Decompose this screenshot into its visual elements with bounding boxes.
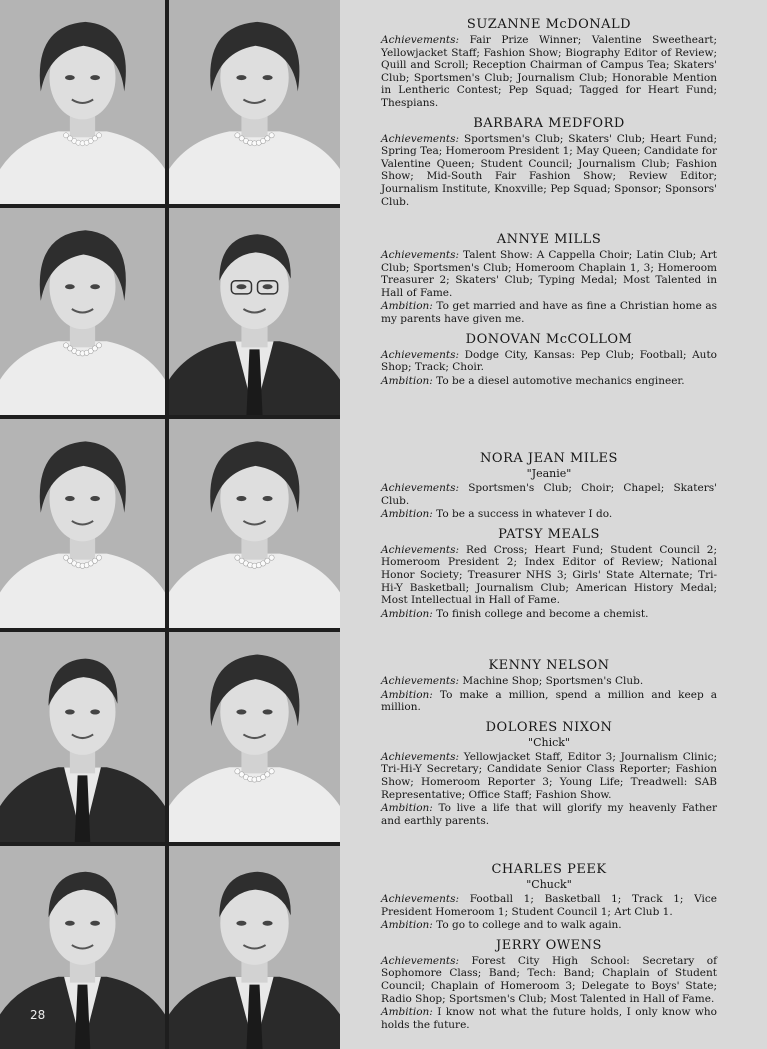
student-entry — [381, 17, 717, 110]
achievements-text: Achievements: Sportsmen's Club; Choir; Chapel; Skaters' Club. — [381, 482, 717, 507]
student-entry — [381, 720, 717, 828]
ambition-text: Ambition: To be a success in whatever I do. — [381, 508, 613, 521]
student-entry — [381, 527, 717, 621]
entry-group — [381, 451, 717, 626]
portrait-photo — [0, 632, 165, 842]
student-nickname: "Chick" — [528, 735, 570, 749]
portrait-photo — [0, 0, 165, 204]
student-name: PATSY MEALS — [498, 526, 600, 542]
ambition-text: Ambition: To make a million, spend a million and keep a million. — [381, 688, 717, 714]
student-nickname: "Jeanie" — [526, 467, 572, 480]
student-name: KENNY NELSON — [488, 658, 610, 673]
student-entry — [381, 658, 717, 714]
portrait-photo — [169, 632, 340, 842]
achievements-text: Achievements: Machine Shop; Sportsmen's Club. — [381, 675, 644, 687]
entry-group — [381, 862, 717, 1037]
achievements-text: Achievements: Yellowjacket Staff, Editor 3; Journalism Clinic; Tri-Hi-Y Secretary; Candidate Senior Class Reporter; Fashion Show; Homeroom Reporter 3; Young Life; Treadwell: SAB Representative; Office Staff; Fashion Show. — [381, 750, 717, 801]
entry-group — [381, 17, 717, 214]
student-name: ANNYE MILLS — [496, 232, 602, 247]
student-name: SUZANNE McDONALD — [466, 17, 632, 32]
ambition-text: Ambition: To be a diesel automotive mechanics engineer. — [381, 374, 685, 387]
portrait-photo — [169, 419, 340, 628]
student-nickname: "Chuck" — [526, 878, 572, 891]
student-name: DONOVAN McCOLLOM — [465, 331, 633, 347]
ambition-text: Ambition: To live a life that will glorify my heavenly Father and earthly parents. — [381, 802, 717, 827]
student-name: CHARLES PEEK — [491, 862, 607, 877]
student-entry — [381, 232, 717, 326]
page-number: 28 — [30, 1008, 46, 1022]
student-entry — [381, 451, 717, 521]
portrait-photo — [169, 208, 340, 415]
achievements-text: Achievements: Sportsmen's Club; Skaters' Club; Heart Fund; Spring Tea; Homeroom President 1; May Queen; Candidate for Valentine Queen; Student Council; Journalism Club; Fashion Show; Mid-South Fair Fashion Show; Review Editor; Journalism Institute, Knoxville; Pep Squad; Sponsor; Sponsors' Club. — [381, 132, 717, 208]
entry-group — [381, 232, 717, 393]
achievements-text: Achievements: Dodge City, Kansas: Pep Club; Football; Auto Shop; Track; Choir. — [381, 348, 717, 374]
portrait-photo — [0, 846, 165, 1049]
student-name: NORA JEAN MILES — [480, 451, 618, 466]
achievements-text: Achievements: Forest City High School: Secretary of Sophomore Class; Band; Tech: Band; Chaplain of Student Council; Chaplain of Homeroom 3; Delegate to Boys' State; Radio Shop; Sportsmen's Club; Most Talented in Hall of Fame. — [381, 954, 718, 1005]
student-entry — [381, 332, 717, 388]
student-name: BARBARA MEDFORD — [473, 115, 625, 131]
portrait-photo — [169, 846, 340, 1049]
portrait-photo — [0, 419, 165, 628]
photo-grid — [0, 0, 340, 1049]
student-entry — [381, 938, 717, 1032]
student-entry — [381, 116, 717, 209]
ambition-text: Ambition: To get married and have as fine a Christian home as my parents have given me. — [381, 300, 717, 325]
ambition-text: Ambition: To go to college and to walk again. — [381, 919, 622, 932]
ambition-text: Ambition: I know not what the future holds, I only know who holds the future. — [381, 1006, 718, 1031]
achievements-text: Achievements: Fair Prize Winner; Valentine Sweetheart; Yellowjacket Staff; Fashion Show; Biography Editor of Review; Quill and Scroll; Reception Chairman of Campus Tea; Skaters' Club; Sportsmen's Club; Journalism Club; Honorable Mention in Lentheric Contest; Pep Squad; Tagged for Heart Fund; Thespians. — [381, 34, 717, 109]
student-name: DOLORES NIXON — [485, 719, 613, 735]
achievements-text: Achievements: Talent Show: A Cappella Choir; Latin Club; Art Club; Sportsmen's Club; Homeroom Chaplain 1, 3; Homeroom Treasurer 2; Skaters' Club; Typing Medal; Most Talented in Hall of Fame. — [381, 249, 717, 299]
entry-group — [381, 658, 717, 833]
student-entry — [381, 862, 717, 932]
ambition-text: Ambition: To finish college and become a chemist. — [381, 607, 649, 620]
achievements-text: Achievements: Football 1; Basketball 1; Track 1; Vice President Homeroom 1; Student Council 1; Art Club 1. — [381, 893, 717, 918]
student-name: JERRY OWENS — [496, 937, 602, 953]
achievements-text: Achievements: Red Cross; Heart Fund; Student Council 2; Homeroom President 2; Index Editor of Review; National Honor Society; Treasurer NHS 3; Girls' State Alternate; Tri-Hi-Y Basketball; Journalism Club; American History Medal; Most Intellectual in Hall of Fame. — [381, 543, 717, 607]
portrait-photo — [169, 0, 340, 204]
portrait-photo — [0, 208, 165, 415]
